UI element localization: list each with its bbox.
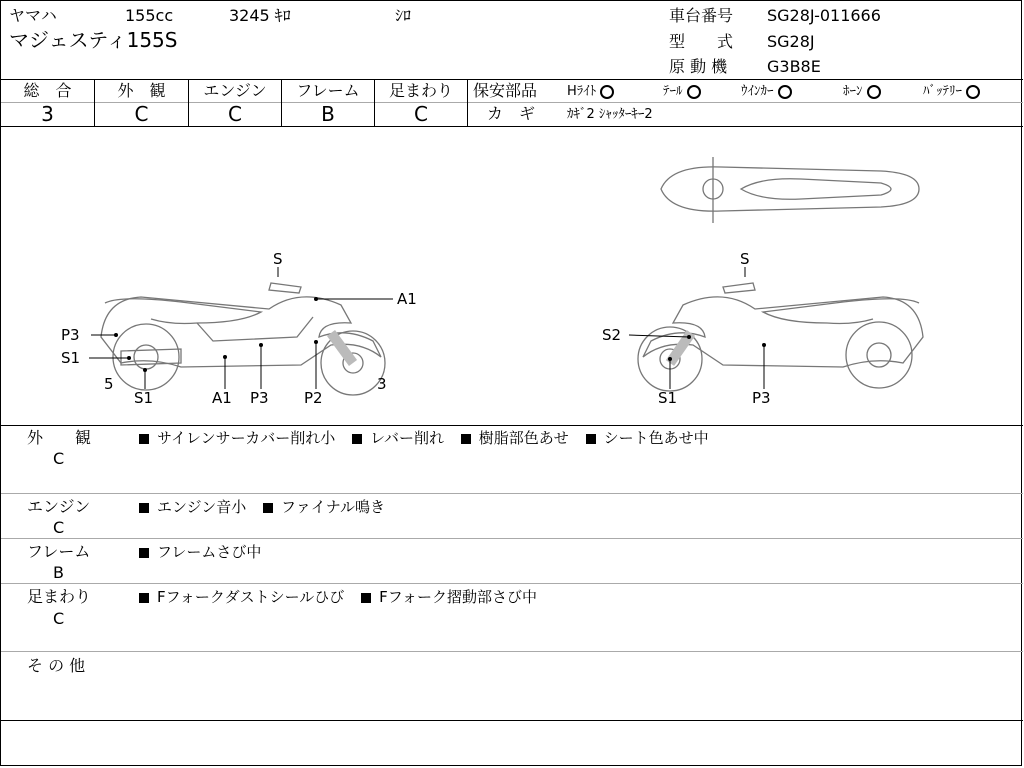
grade-header-exterior: 外 観 [117,81,166,100]
color: ｼﾛ [395,6,412,25]
section-grade-suspension: C [53,609,65,628]
ok-mark-icon [600,85,614,99]
section-grade-exterior: C [53,449,65,468]
grade-header-suspension: 足まわり [388,81,453,100]
diagram-label: 3 [377,375,387,393]
ok-mark-icon [966,85,980,99]
section-title-other: そ の 他 [27,656,86,675]
divider [1,493,1023,494]
diagram-label: S2 [602,326,622,344]
key-value: ｶｷﾞ2 ｼｬｯﾀｰｷｰ2 [567,107,653,122]
grade-value-suspension: C [414,102,428,126]
grade-value-exterior: C [134,102,149,126]
engine-label: 原 動 機 [669,57,728,76]
divider [468,102,1023,103]
ok-mark-icon [867,85,881,99]
safety-item-battery: ﾊﾞｯﾃﾘｰ [923,83,980,101]
diagram-label: S1 [61,349,81,367]
grade-header-total: 総 合 [23,81,72,100]
bullet-icon [139,434,149,444]
bullet-icon [139,548,149,558]
section-title-frame: フレーム [27,542,91,561]
ok-mark-icon [687,85,701,99]
divider [467,79,468,126]
diagram-label: S [273,250,283,268]
diagram-label: P2 [304,389,323,407]
diagram-label: A1 [212,389,232,407]
section-title-exterior: 外 観 [27,428,92,447]
maker: ヤマハ [9,6,57,25]
bullet-icon [586,434,596,444]
bullet-icon [461,434,471,444]
divider [1,583,1023,584]
diagram-label: S1 [134,389,154,407]
diagram-label: P3 [752,389,771,407]
mileage: 3245 ｷﾛ [229,6,291,25]
grade-header-engine: エンジン [203,81,267,100]
safety-item-headlight: Hﾗｲﾄ [567,83,614,101]
divider [1,425,1023,426]
bullet-icon [263,503,273,513]
displacement: 155cc [125,6,174,25]
type-label: 型 式 [669,32,734,51]
ok-mark-icon [778,85,792,99]
diagram-label: S [740,250,750,268]
section-title-engine: エンジン [27,497,91,516]
diagram-label: S1 [658,389,678,407]
section-items-engine: エンジン音小 ファイナル鳴き [139,498,397,516]
diagram-label: 5 [104,375,114,393]
grade-value-total: 3 [41,102,54,126]
section-items-suspension: Fフォークダストシールひび Fフォーク摺動部さび中 [139,588,549,606]
section-grade-frame: B [53,563,64,582]
bullet-icon [139,593,149,603]
section-grade-engine: C [53,518,65,537]
safety-label: 保安部品 [473,81,538,100]
type-value: SG28J [767,32,815,51]
frame-no: SG28J-011666 [767,6,881,25]
engine-value: G3B8E [767,57,821,76]
grade-header-frame: フレーム [296,81,360,100]
section-items-exterior: サイレンサーカバー削れ小 レバー削れ 樹脂部色あせ シート色あせ中 [139,429,721,447]
section-items-frame: フレームさび中 [139,543,273,561]
model-name: マジェスティ155S [9,28,178,52]
safety-item-tail: ﾃｰﾙ [663,83,701,101]
scooter-diagram [1,127,1023,427]
bullet-icon [361,593,371,603]
diagram-label: P3 [61,326,80,344]
scooter-left-side-drawing [101,283,385,395]
grade-value-frame: B [321,102,335,126]
bullet-icon [139,503,149,513]
grade-value-engine: C [228,102,242,126]
safety-item-winker: ｳｲﾝｶｰ [741,83,792,101]
diagram-label: P3 [250,389,269,407]
divider [1,538,1023,539]
section-title-suspension: 足まわり [27,587,92,606]
key-label: カ ギ [487,104,536,123]
divider [1,720,1023,721]
divider [1,651,1023,652]
bullet-icon [352,434,362,444]
divider [1,79,1023,80]
frame-no-label: 車台番号 [669,6,734,25]
diagram-label: A1 [397,290,417,308]
safety-item-horn: ﾎｰﾝ [843,83,881,101]
scooter-top-view-drawing [661,157,919,223]
